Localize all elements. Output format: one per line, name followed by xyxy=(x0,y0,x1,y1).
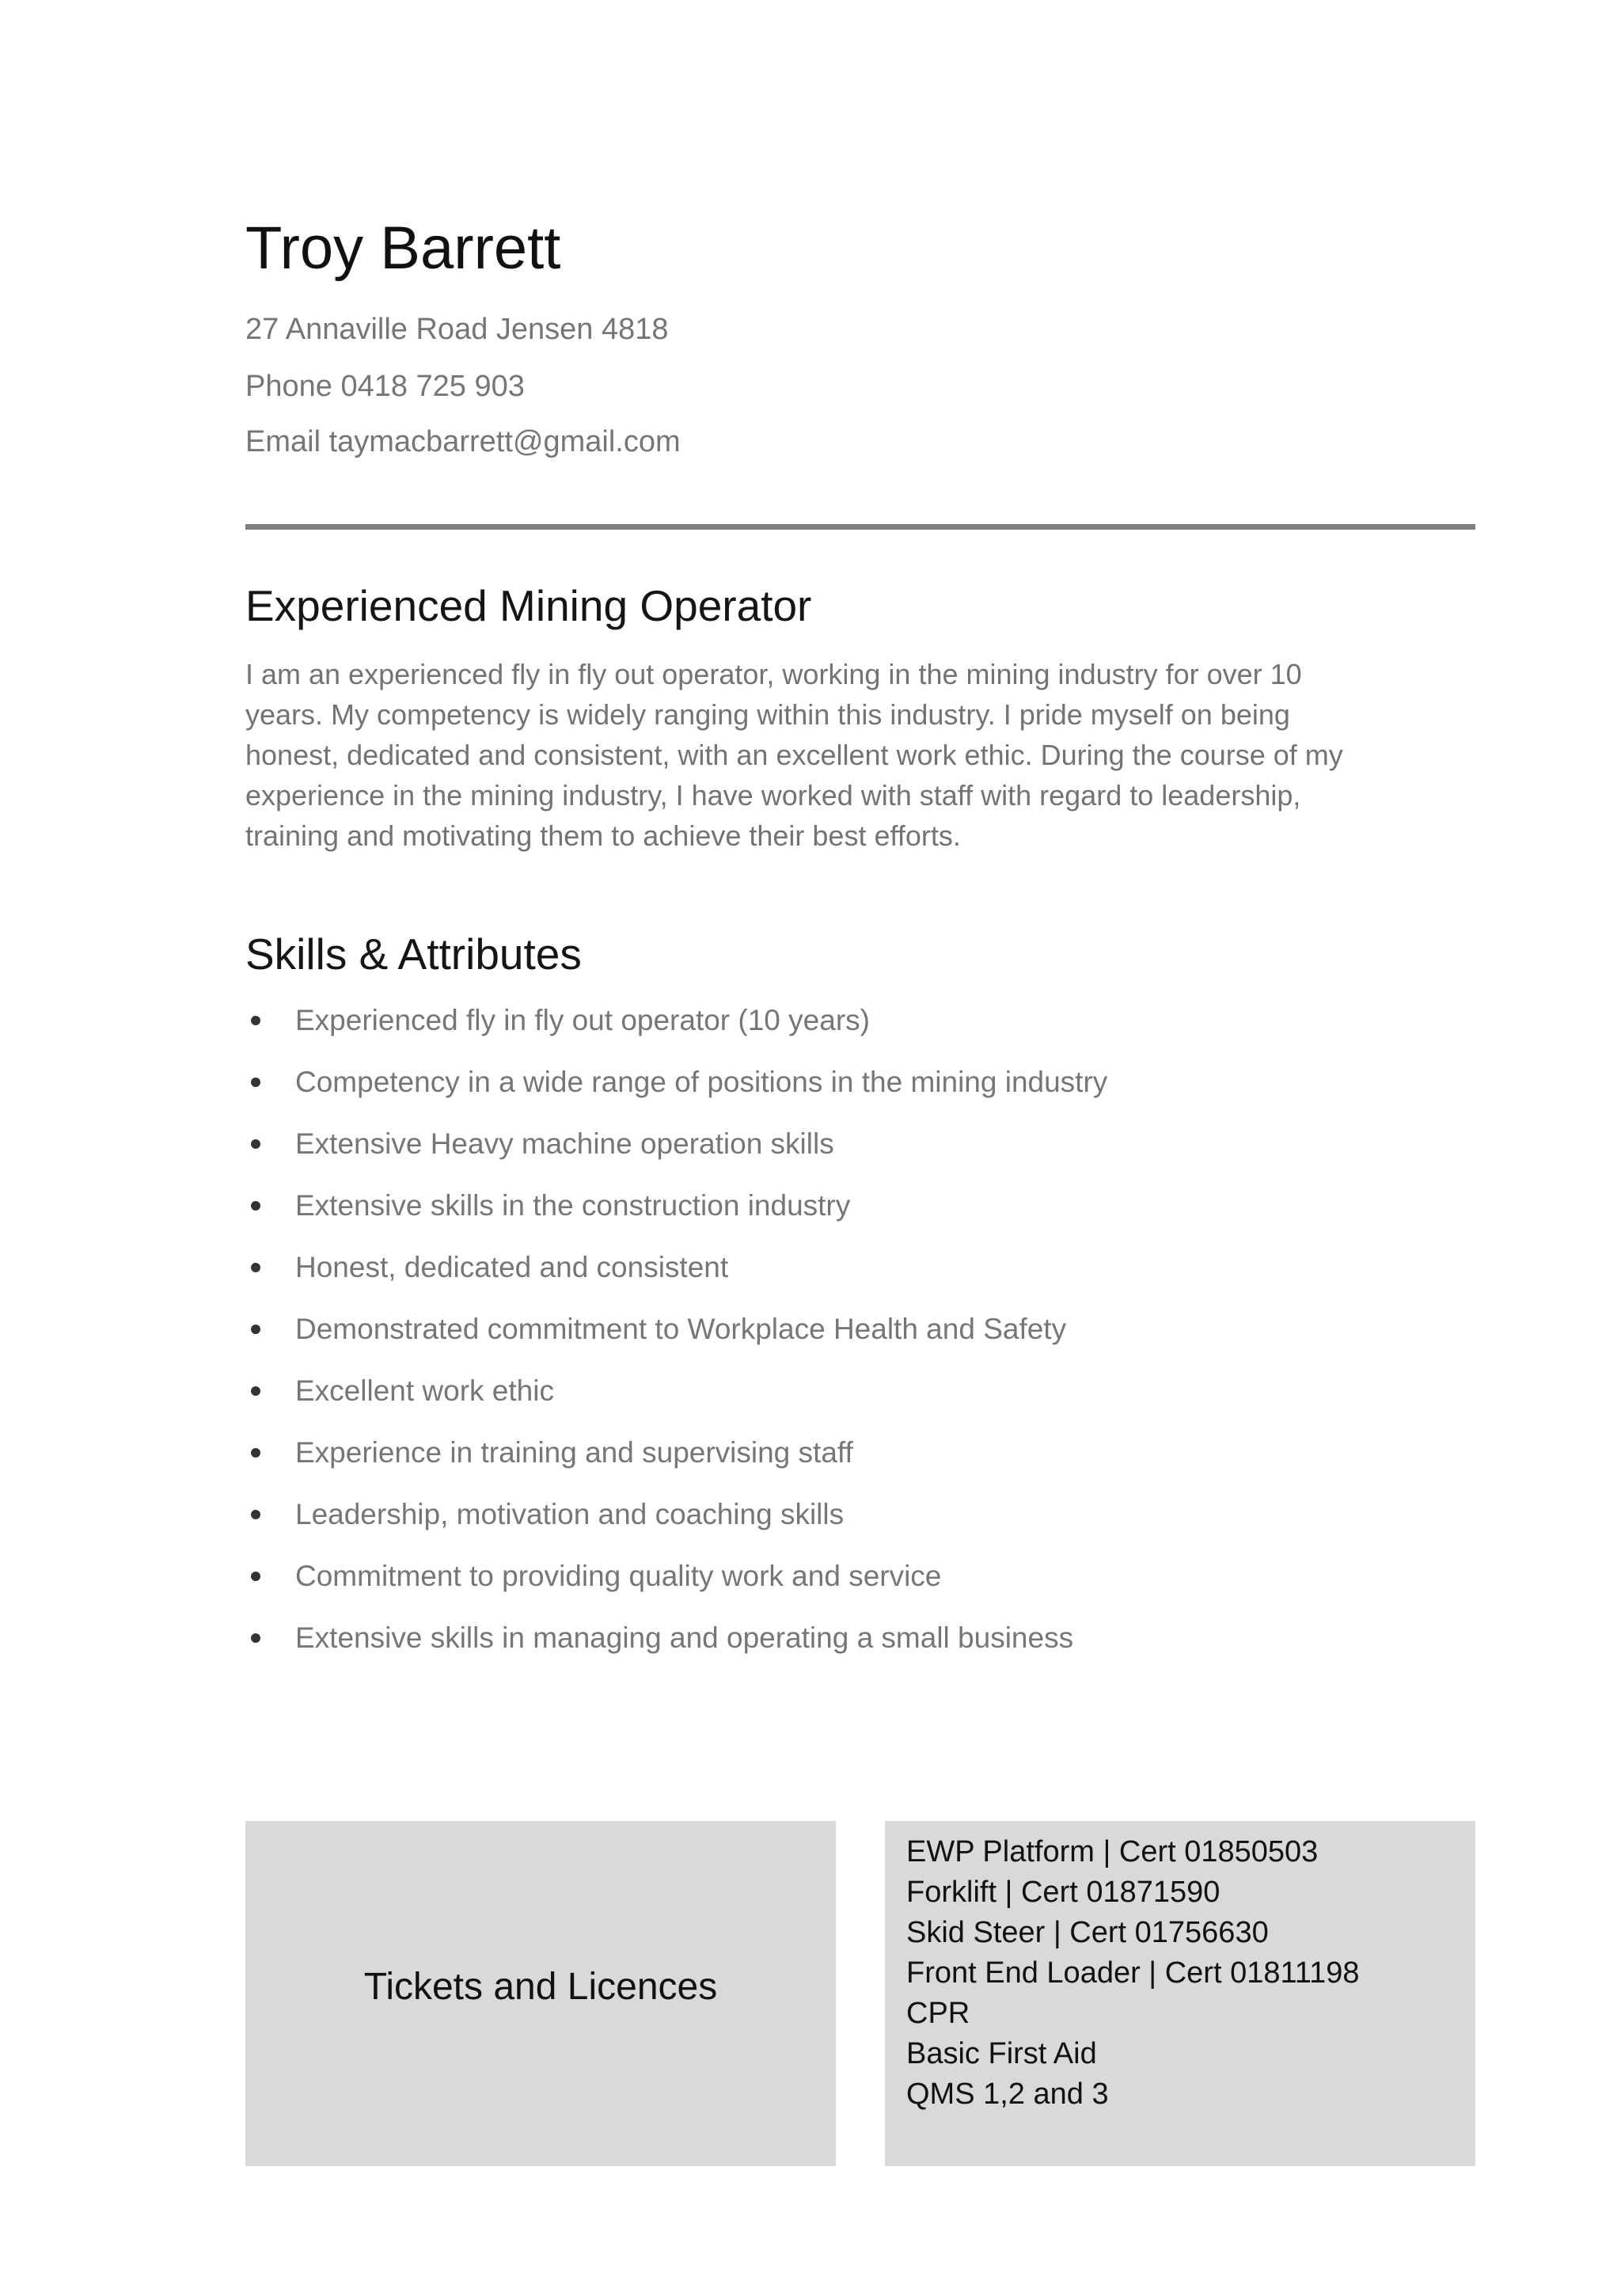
skill-item xyxy=(245,1184,1107,1246)
skill-item xyxy=(245,1370,1107,1431)
bullet-icon xyxy=(251,1325,260,1334)
licence-item: CPR xyxy=(906,1997,970,2030)
bullet-icon xyxy=(251,1572,260,1581)
skill-text: Extensive Heavy machine operation skills xyxy=(295,1127,834,1160)
phone: Phone 0418 725 903 xyxy=(245,370,525,403)
skill-item xyxy=(245,1061,1107,1123)
tickets-heading-box xyxy=(245,1821,836,2166)
skill-item xyxy=(245,1123,1107,1184)
bullet-icon xyxy=(251,1263,260,1272)
licence-item: Skid Steer | Cert 01756630 xyxy=(906,1916,1269,1949)
skill-item xyxy=(245,1617,1107,1678)
bullet-icon xyxy=(251,1448,260,1458)
skill-text: Competency in a wide range of positions in the mining industry xyxy=(295,1066,1108,1098)
licence-item: Front End Loader | Cert 01811198 xyxy=(906,1956,1360,1990)
bullet-icon xyxy=(251,1139,260,1149)
licences-list xyxy=(906,1832,1360,2115)
skills-list xyxy=(245,999,1107,1678)
skills-heading: Skills & Attributes xyxy=(245,929,582,979)
skill-text: Leadership, motivation and coaching skills xyxy=(295,1498,845,1530)
licence-item: Forklift | Cert 01871590 xyxy=(906,1876,1220,1909)
summary-heading: Experienced Mining Operator xyxy=(245,581,812,630)
bullet-icon xyxy=(251,1386,260,1396)
skill-text: Honest, dedicated and consistent xyxy=(295,1251,729,1283)
skill-text: Excellent work ethic xyxy=(295,1374,554,1407)
tickets-heading: Tickets and Licences xyxy=(363,1966,718,2008)
email: Email taymacbarrett@gmail.com xyxy=(245,425,681,458)
skill-item xyxy=(245,1431,1107,1493)
licence-item: EWP Platform | Cert 01850503 xyxy=(906,1835,1319,1868)
bullet-icon xyxy=(251,1078,260,1087)
bullet-icon xyxy=(251,1016,260,1025)
skill-item xyxy=(245,1493,1107,1555)
skill-text: Commitment to providing quality work and service xyxy=(295,1560,942,1592)
header-divider xyxy=(245,524,1475,530)
candidate-name: Troy Barrett xyxy=(245,215,561,282)
address: 27 Annaville Road Jensen 4818 xyxy=(245,313,669,346)
licence-item: Basic First Aid xyxy=(906,2037,1097,2070)
bullet-icon xyxy=(251,1510,260,1519)
licence-item: QMS 1,2 and 3 xyxy=(906,2077,1109,2111)
skill-text: Experienced fly in fly out operator (10 years) xyxy=(295,1004,870,1036)
skill-item xyxy=(245,999,1107,1061)
summary-text: I am an experienced fly in fly out operator, working in the mining industry for over 10 years. My competency is widely ranging within this industry. I pride myself on being honest, dedicated and consistent, with an excellent work ethic. During the course of my experience in the mining industry, I have worked with staff with regard to leadership, training and motivating them to achieve their best efforts. xyxy=(245,658,1343,852)
tickets-list-box xyxy=(885,1821,1475,2166)
skill-item xyxy=(245,1246,1107,1308)
bullet-icon xyxy=(251,1201,260,1211)
skill-text: Extensive skills in the construction industry xyxy=(295,1189,851,1222)
skill-item xyxy=(245,1555,1107,1617)
skill-text: Demonstrated commitment to Workplace Health and Safety xyxy=(295,1313,1067,1345)
skill-text: Extensive skills in managing and operating a small business xyxy=(295,1621,1074,1654)
skill-text: Experience in training and supervising staff xyxy=(295,1436,853,1469)
bullet-icon xyxy=(251,1633,260,1643)
skill-item xyxy=(245,1308,1107,1370)
